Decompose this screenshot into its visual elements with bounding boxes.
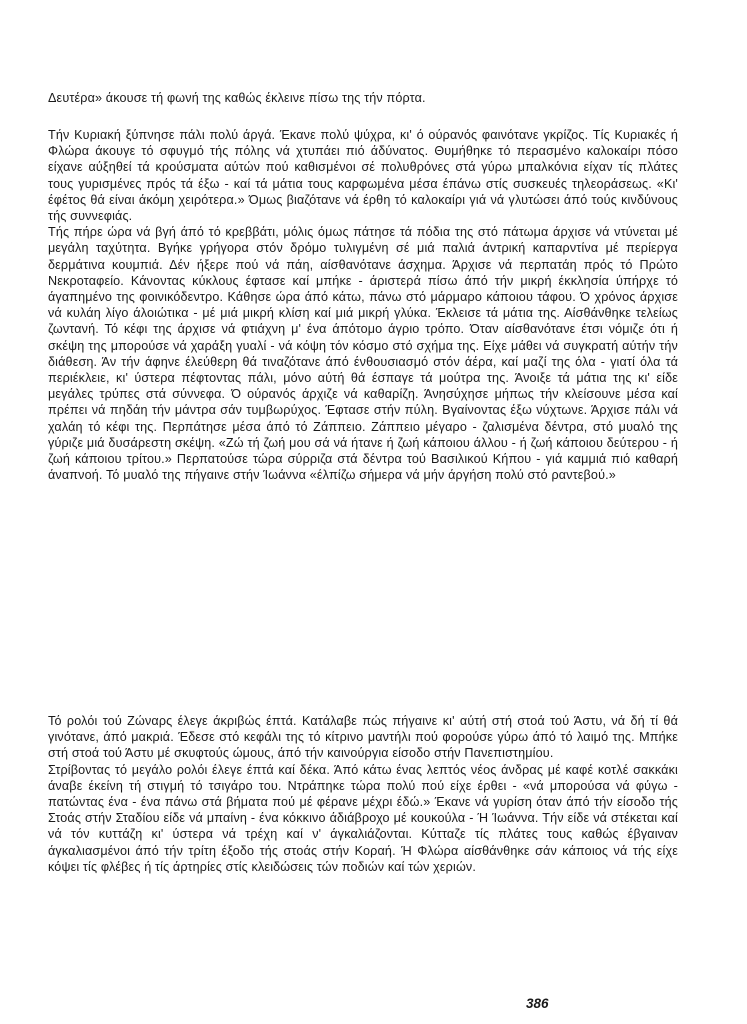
clock-section: [48, 713, 678, 875]
paragraph: Στρίβοντας τό μεγάλο ρολόι έλεγε έπτά καί δέκα. Άπό κάτω ένας λεπτός νέος άνδρας μέ καφέ κοτλέ σακκάκι άναβε έκείνη τή στιγμή τό τσιγάρο του. Ντράπηκε τώρα πολύ πού είχε έρθει - «νά μπορούσα νά φύγω - πατώντας ένα - ένα πάνω στά βήματα πού μέ φέρανε μέχρι έδώ.» Έκανε νά γυρίση όταν άπό τήν είσοδο τής Στοάς στήν Σταδίου είδε νά μπαίνη - ένα κόκκινο άδιάβροχο μέ κουκούλα - Ή Ίωάννα. Τήν είδε νά στέκεται καί νά τόν κυττάζη κι' ύστερα νά τρέχη καί ν' άγκαλιάζονται. Κύτταζε τίς πλάτες τους καθώς έβγαιναν άγκαλιασμένοι άπό τήν τρίτη έξοδο τής στοάς στήν Κοραή. Ή Φλώρα αίσθάνθηκε σάν κάποιος νά τής είχε κόψει τίς φλέβες ή τίς άρτηρίες στίς κλειδώσεις τών ποδιών καί τών χεριών.: [48, 762, 678, 874]
paragraph: Τήν Κυριακή ξύπνησε πάλι πολύ άργά. Έκανε πολύ ψύχρα, κι' ό ούρανός φαινότανε γκρίζος. Τίς Κυριακές ή Φλώρα άκουγε τό σφυγμό τής πόλης νά χτυπάει πιό άδύνατος. Θυμήθηκε τό περασμένο καλοκαίρι πόσο είχανε αύξηθεί τά κρούσματα αύτών πού καθισμένοι σέ πολυθρόνες στά γύρω μπαλκόνια είχαν τίς πλάτες τους γυρισμένες πρός τά έξω - καί τά μάτια τους καρφωμένα μέσα έπάνω στίς συσκευές τηλεοράσεως. «Κι' έφέτος θά είναι άκόμη χειρότερα.» Όμως βιαζότανε νά έρθη τό καλοκαίρι γιά νά γλυτώσει άπό τούς κινδύνους τής συννεφιάς.: [48, 128, 678, 224]
paragraph: Τό ρολόι τού Ζώναρς έλεγε άκριβώς έπτά. Κατάλαβε πώς πήγαινε κι' αύτή στή στοά τού Άστυ, νά δή τί θά γινότανε, άπό μακριά. Έδεσε στό κεφάλι της τό κίτρινο μαντήλι πού φορούσε γύρω άπό τό λαιμό της. Μπήκε στή στοά τού Άστυ μέ σκυφτούς ώμους, άπό τήν καινούργια είσοδο στήν Πανεπιστημίου.: [48, 714, 678, 761]
paragraph: Τής πήρε ώρα νά βγή άπό τό κρεββάτι, μόλις όμως πάτησε τά πόδια της στό πάτωμα άρχισε νά ντύνεται μέ μεγάλη ταχύτητα. Βγήκε γρήγορα στόν δρόμο τυλιγμένη σέ μιά παλιά άντρική καπαρντίνα μέ περίεργα δερμάτινα κουμπιά. Δέν ήξερε πού νά πάη, αίσθανότανε άσχημα. Άρχισε νά περπατάη πρός τό Πρώτο Νεκροταφείο. Κάνοντας κύκλους έφτασε καί μπήκε - άριστερά πίσω άπό τήν μικρή έκκλησία ύπήρχε τό άγαπημένο της φοινικόδεντρο. Κάθησε ώρα άπό κάτω, πάνω στό μάρμαρο κάποιου τάφου. Ό χρόνος άρχισε νά κυλάη λίγο άλοιώτικα - μέ μιά μικρή κλίση καί μιά μικρή γλύκα. Έκλεισε τά μάτια της. Αίσθάνθηκε τελείως ζωντανή. Τό κέφι της άρχισε νά φτιάχνη μ' ένα άπότομο άγριο τρόπο. Όταν αίσθανότανε έτσι νόμιζε ότι ή σκέψη της μπορούσε νά χαράξη γυαλί - νά κόψη τόν κόσμο στό σχήμα της. Είχε μάθει νά συγκρατή αύτήν τήν διάθεση. Άν τήν άφηνε έλεύθερη θά τιναζότανε άπό ένθουσιασμό στόν άέρα, καί μαζί της όλα - γιατί όλα τά περιέκλειε, κι' ύστερα πέφτοντας πάλι, μόνο αύτή θά έσπαγε τά μούτρα της. Άνοιξε τά μάτια της κι' είδε μεγάλες τρύπες στά σύννεφα. Ό ούρανός άρχιζε νά καθαρίζη. Άνησύχησε μήπως τήν κλείσουνε μέσα καί πρέπει νά πηδάη τήν μάντρα σάν τυμβωρύχος. Έφτασε στήν πύλη. Βγαίνοντας έξω νύχτωνε. Άρχισε πάλι νά χαλάη τό κέφι της. Περπάτησε μέσα άπό τό Ζάππειο. Ζάππειο μέγαρο - ζαλισμένα δέντρα, στό μυαλό της γύριζε μιά δυσάρεστη σκέψη. «Ζώ τή ζωή μου σά νά ήτανε ή ζωή κάποιου άλλου - ή ζωή κάποιου δεύτερου - ή ζωή κάποιου τρίτου.» Περπατούσε τώρα σύρριζα στά δέντρα τού Βασιλικού Κήπου - γιά καμμιά πιό καθαρή άναπνοή. Τό μυαλό της πήγαινε στήν Ίωάννα «έλπίζω σήμερα νά μήν άργήση πολύ στό ραντεβού.»: [48, 225, 678, 483]
opening-block: [48, 90, 678, 106]
sunday-section: [48, 127, 678, 483]
page-number: 386: [526, 996, 549, 1011]
opening-line: Δευτέρα» άκουσε τή φωνή της καθώς έκλεινε πίσω της τήν πόρτα.: [48, 91, 426, 105]
